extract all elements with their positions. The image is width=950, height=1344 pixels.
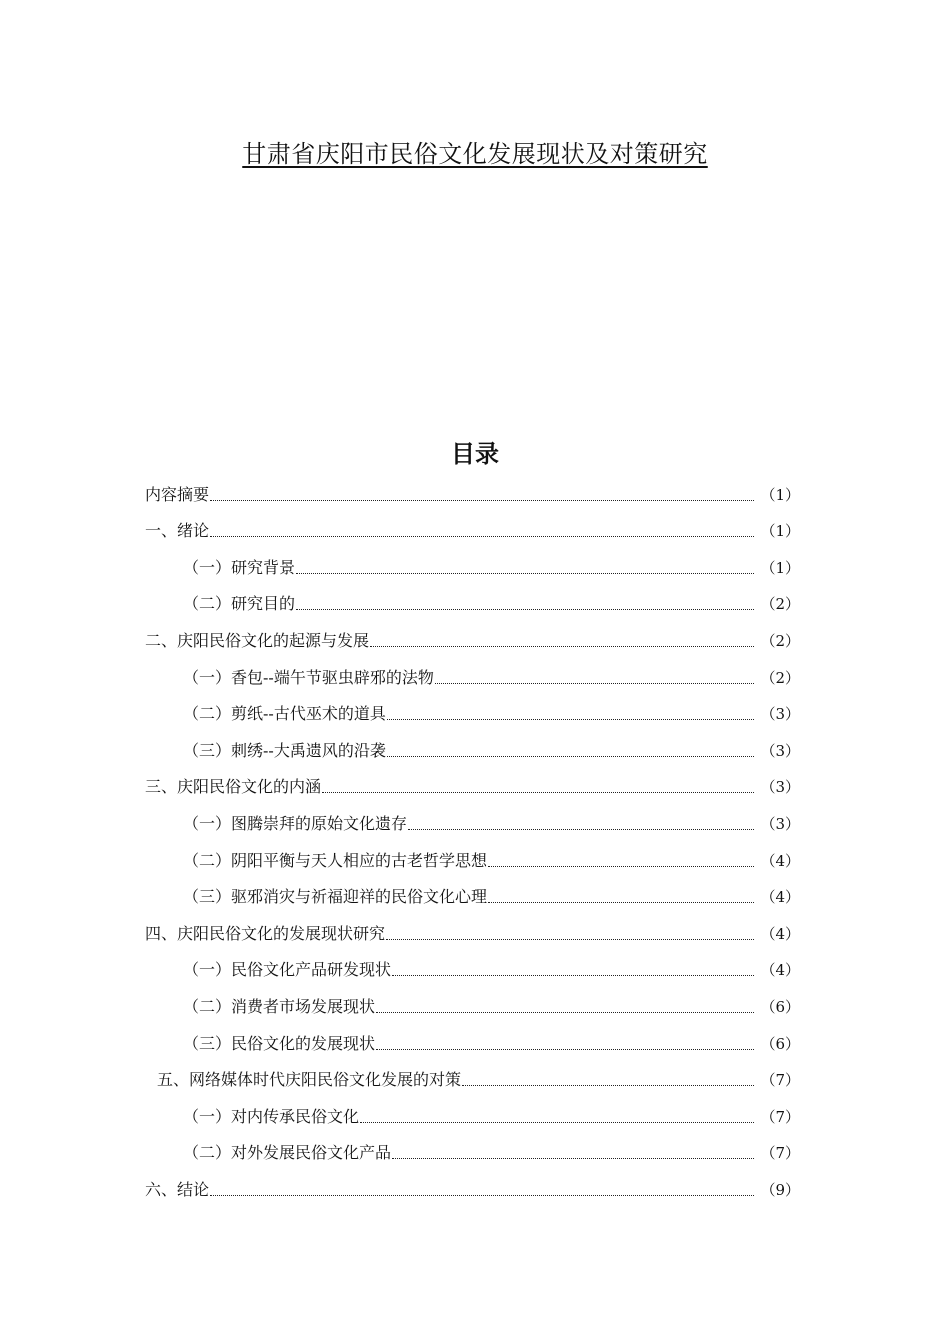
toc-entry-page: （1） bbox=[760, 522, 800, 541]
toc-entry[interactable] bbox=[145, 1090, 800, 1127]
toc-entry[interactable] bbox=[145, 907, 800, 944]
toc-entry-page: （3） bbox=[760, 741, 800, 760]
dot-leader bbox=[360, 1121, 754, 1123]
toc-entry[interactable] bbox=[145, 761, 800, 798]
toc-entry-label: （一）图腾崇拜的原始文化遗存 bbox=[183, 813, 408, 833]
toc-entry-label: （二）消费者市场发展现状 bbox=[183, 996, 376, 1016]
toc-entry-page: （4） bbox=[760, 888, 800, 907]
toc-entry-label: 三、庆阳民俗文化的内涵 bbox=[145, 777, 322, 797]
toc-entry[interactable] bbox=[145, 688, 800, 725]
toc-entry-page: （6） bbox=[760, 1034, 800, 1053]
toc-entry-page: （2） bbox=[760, 595, 800, 614]
dot-leader bbox=[488, 865, 754, 867]
toc-entry-label: （二）研究目的 bbox=[183, 594, 296, 614]
dot-leader bbox=[435, 682, 755, 684]
dot-leader bbox=[387, 755, 755, 757]
toc-entry-label: （一）研究背景 bbox=[183, 557, 296, 577]
toc-entry[interactable] bbox=[145, 980, 800, 1017]
dot-leader bbox=[296, 572, 754, 574]
toc-entry[interactable] bbox=[145, 505, 800, 542]
toc-entry[interactable] bbox=[145, 1017, 800, 1054]
toc-entry[interactable] bbox=[145, 614, 800, 651]
dot-leader bbox=[408, 828, 754, 830]
toc-entry[interactable] bbox=[145, 578, 800, 615]
toc-entry-label: （二）阴阳平衡与天人相应的古老哲学思想 bbox=[183, 850, 488, 870]
dot-leader bbox=[370, 645, 754, 647]
dot-leader bbox=[210, 1194, 754, 1196]
toc-entry-page: （9） bbox=[760, 1180, 800, 1199]
toc-entry-page: （1） bbox=[760, 485, 800, 504]
dot-leader bbox=[386, 938, 754, 940]
toc-entry-label: 内容摘要 bbox=[145, 484, 210, 504]
toc-entry[interactable] bbox=[145, 834, 800, 871]
toc-entry-page: （4） bbox=[760, 924, 800, 943]
dot-leader bbox=[387, 718, 755, 720]
toc-entry[interactable] bbox=[145, 944, 800, 981]
toc-entry-page: （3） bbox=[760, 705, 800, 724]
toc-entry-label: 六、结论 bbox=[145, 1179, 210, 1199]
toc-entry-label: （一）香包--端午节驱虫辟邪的法物 bbox=[183, 667, 434, 687]
toc-entry[interactable] bbox=[145, 1054, 800, 1091]
toc-entry-label: （三）刺绣--大禹遗风的沿袭 bbox=[183, 740, 386, 760]
dot-leader bbox=[462, 1084, 754, 1086]
table-of-contents bbox=[145, 468, 800, 1200]
toc-entry[interactable] bbox=[145, 871, 800, 908]
dot-leader bbox=[210, 535, 754, 537]
dot-leader bbox=[392, 974, 754, 976]
toc-entry[interactable] bbox=[145, 797, 800, 834]
toc-entry-label: （三）民俗文化的发展现状 bbox=[183, 1033, 376, 1053]
dot-leader bbox=[392, 1157, 754, 1159]
toc-entry-page: （6） bbox=[760, 997, 800, 1016]
document-title: 甘肃省庆阳市民俗文化发展现状及对策研究 bbox=[242, 140, 708, 168]
dot-leader bbox=[210, 499, 754, 501]
toc-heading: 目录 bbox=[451, 440, 499, 468]
toc-entry-page: （3） bbox=[760, 778, 800, 797]
toc-entry-page: （7） bbox=[760, 1144, 800, 1163]
dot-leader bbox=[322, 791, 754, 793]
toc-entry[interactable] bbox=[145, 541, 800, 578]
toc-entry-page: （4） bbox=[760, 961, 800, 980]
toc-entry[interactable] bbox=[145, 1127, 800, 1164]
toc-entry-page: （7） bbox=[760, 1107, 800, 1126]
dot-leader bbox=[376, 1048, 754, 1050]
toc-entry-label: （二）对外发展民俗文化产品 bbox=[183, 1143, 392, 1163]
dot-leader bbox=[376, 1011, 754, 1013]
toc-entry-page: （7） bbox=[760, 1071, 800, 1090]
toc-entry-label: 二、庆阳民俗文化的起源与发展 bbox=[145, 630, 370, 650]
toc-entry-label: （二）剪纸--古代巫术的道具 bbox=[183, 704, 386, 724]
toc-entry-page: （4） bbox=[760, 851, 800, 870]
dot-leader bbox=[296, 608, 754, 610]
toc-entry[interactable] bbox=[145, 468, 800, 505]
toc-entry-label: 五、网络媒体时代庆阳民俗文化发展的对策 bbox=[157, 1070, 462, 1090]
toc-entry-page: （1） bbox=[760, 558, 800, 577]
toc-entry-page: （2） bbox=[760, 631, 800, 650]
toc-entry-page: （3） bbox=[760, 814, 800, 833]
toc-entry-label: （一）民俗文化产品研发现状 bbox=[183, 960, 392, 980]
dot-leader bbox=[488, 901, 754, 903]
toc-entry-page: （2） bbox=[760, 668, 800, 687]
toc-entry-label: （三）驱邪消灾与祈福迎祥的民俗文化心理 bbox=[183, 887, 488, 907]
toc-entry[interactable] bbox=[145, 1163, 800, 1200]
toc-entry[interactable] bbox=[145, 651, 800, 688]
toc-entry-label: （一）对内传承民俗文化 bbox=[183, 1106, 360, 1126]
toc-entry-label: 一、绪论 bbox=[145, 521, 210, 541]
toc-entry[interactable] bbox=[145, 724, 800, 761]
toc-entry-label: 四、庆阳民俗文化的发展现状研究 bbox=[145, 923, 386, 943]
